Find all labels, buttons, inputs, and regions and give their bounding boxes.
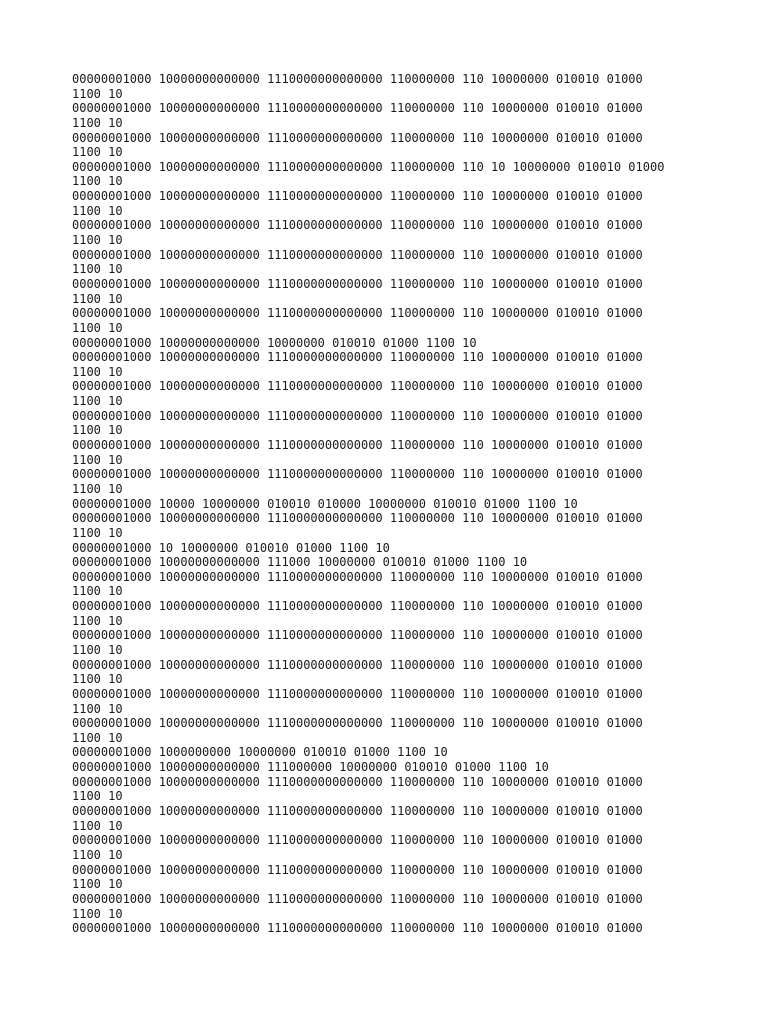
text-line: 00000001000 10000000000000 1110000000000000 110000000 110 10000000 010010 01000	[72, 599, 643, 614]
text-line: 1100 10	[72, 394, 123, 409]
text-line: 00000001000 10000000000000 1110000000000000 110000000 110 10000000 010010 01000	[72, 189, 643, 204]
text-line: 1100 10	[72, 262, 123, 277]
text-line: 1100 10	[72, 291, 123, 306]
text-line: 1100 10	[72, 174, 123, 189]
text-line: 1100 10	[72, 86, 123, 101]
text-line: 00000001000 10000000000000 1110000000000000 110000000 110 10000000 010010 01000	[72, 350, 643, 365]
text-line: 00000001000 10000000000000 1110000000000000 110000000 110 10000000 010010 01000	[72, 101, 643, 116]
text-line: 00000001000 10000000000000 1110000000000000 110000000 110 10000000 010010 01000	[72, 716, 643, 731]
text-line: 1100 10	[72, 145, 123, 160]
text-line: 00000001000 10000000000000 1110000000000000 110000000 110 10000000 010010 01000	[72, 686, 643, 701]
text-line: 1100 10	[72, 613, 123, 628]
text-line: 00000001000 10000000000000 1110000000000000 110000000 110 10000000 010010 01000	[72, 628, 643, 643]
text-line: 1100 10	[72, 320, 123, 335]
text-line: 00000001000 10000000000000 1110000000000000 110000000 110 10000000 010010 01000	[72, 247, 643, 262]
text-line: 00000001000 10000000000000 1110000000000000 110000000 110 10000000 010010 01000	[72, 569, 643, 584]
text-line: 1100 10	[72, 672, 123, 687]
text-line: 00000001000 10000000000000 1110000000000000 110000000 110 10000000 010010 01000	[72, 921, 643, 936]
text-line: 00000001000 10000000000000 1110000000000000 110000000 110 10000000 010010 01000	[72, 804, 643, 819]
text-line: 1100 10	[72, 701, 123, 716]
text-line: 00000001000 10000000000000 1110000000000000 110000000 110 10000000 010010 01000	[72, 833, 643, 848]
text-line: 00000001000 10000000000000 1110000000000000 110000000 110 10000000 010010 01000	[72, 408, 643, 423]
text-line: 00000001000 10000 10000000 010010 010000 10000000 010010 01000 1100 10	[72, 496, 578, 511]
text-line: 1100 10	[72, 818, 123, 833]
text-line: 1100 10	[72, 233, 123, 248]
text-line: 00000001000 10000000000000 1110000000000000 110000000 110 10000000 010010 01000	[72, 657, 643, 672]
text-line: 1100 10	[72, 584, 123, 599]
text-line: 1100 10	[72, 525, 123, 540]
binary-text-body	[72, 72, 702, 936]
text-line: 1100 10	[72, 452, 123, 467]
text-line: 00000001000 10000000000000 1110000000000000 110000000 110 10000000 010010 01000	[72, 72, 643, 86]
text-line: 1100 10	[72, 847, 123, 862]
text-line: 00000001000 10000000000000 10000000 010010 01000 1100 10	[72, 335, 477, 350]
text-line: 1100 10	[72, 203, 123, 218]
text-line: 00000001000 10000000000000 1110000000000000 110000000 110 10000000 010010 01000	[72, 774, 643, 789]
text-line: 1100 10	[72, 789, 123, 804]
text-line: 00000001000 10000000000000 1110000000000000 110000000 110 10000000 010010 01000	[72, 379, 643, 394]
text-line: 00000001000 10000000000000 1110000000000000 110000000 110 10000000 010010 01000	[72, 130, 643, 145]
text-line: 00000001000 10000000000000 111000 10000000 010010 01000 1100 10	[72, 555, 528, 570]
text-line: 00000001000 10 10000000 010010 01000 1100 10	[72, 540, 390, 555]
text-line: 1100 10	[72, 364, 123, 379]
text-line: 00000001000 10000000000000 111000000 10000000 010010 01000 1100 10	[72, 760, 549, 775]
text-line: 00000001000 10000000000000 1110000000000000 110000000 110 10000000 010010 01000	[72, 891, 643, 906]
text-line: 00000001000 10000000000000 1110000000000000 110000000 110 10000000 010010 01000	[72, 306, 643, 321]
text-line: 00000001000 10000000000000 1110000000000000 110000000 110 10 10000000 010010 01000	[72, 159, 665, 174]
text-line: 1100 10	[72, 115, 123, 130]
text-line: 00000001000 10000000000000 1110000000000000 110000000 110 10000000 010010 01000	[72, 438, 643, 453]
text-line: 00000001000 10000000000000 1110000000000000 110000000 110 10000000 010010 01000	[72, 276, 643, 291]
text-line: 1100 10	[72, 481, 123, 496]
text-line: 1100 10	[72, 877, 123, 892]
text-line: 1100 10	[72, 730, 123, 745]
text-line: 00000001000 10000000000000 1110000000000000 110000000 110 10000000 010010 01000	[72, 511, 643, 526]
text-line: 1100 10	[72, 423, 123, 438]
text-line: 00000001000 10000000000000 1110000000000000 110000000 110 10000000 010010 01000	[72, 467, 643, 482]
text-line: 00000001000 1000000000 10000000 010010 01000 1100 10	[72, 745, 448, 760]
text-line: 1100 10	[72, 642, 123, 657]
text-line: 00000001000 10000000000000 1110000000000000 110000000 110 10000000 010010 01000	[72, 218, 643, 233]
text-line: 1100 10	[72, 906, 123, 921]
text-line: 00000001000 10000000000000 1110000000000000 110000000 110 10000000 010010 01000	[72, 862, 643, 877]
